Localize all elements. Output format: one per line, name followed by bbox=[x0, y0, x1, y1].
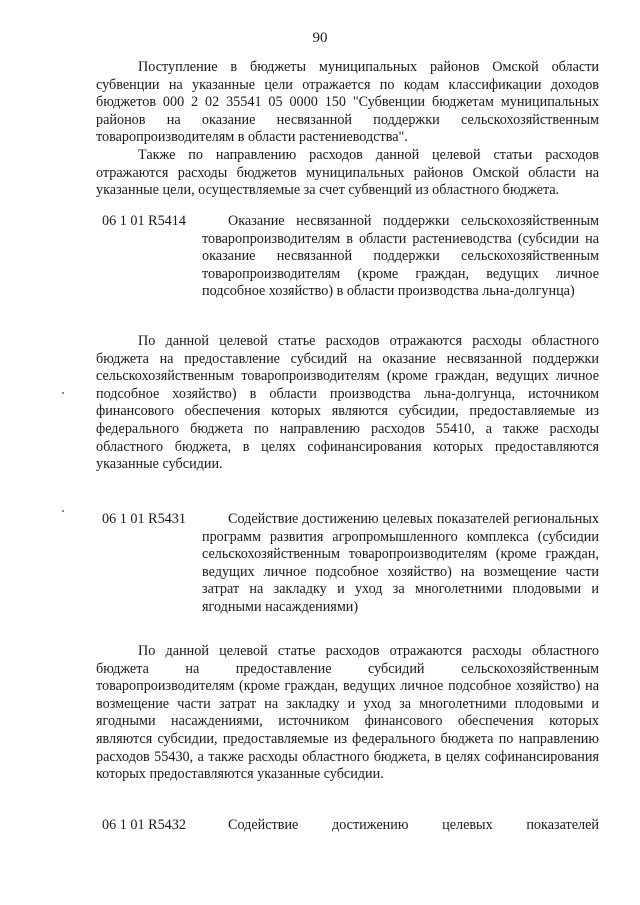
budget-code: 06 1 01 R5414 bbox=[102, 213, 186, 229]
paragraph-orchard-subsidies: По данной целевой статье расходов отражаются расходы областного бюджета на предоставление субсидий сельскохозяйственным товаропроизводителям (кроме граждан, ведущих личное подсобное хозяйство) на возмещение части затрат на закладку и уход за многолетними плодовыми и ягодными насаждениями, источником финансового обеспечения которых являются субсидии, предоставляемые из федерального бюджета по направлению расходов 55430, а также расходы областного бюджета, в целях софинансирования которых предоставляются указанные субсидии. bbox=[96, 643, 599, 783]
budget-code: 06 1 01 R5431 bbox=[102, 511, 186, 527]
budget-description: Содействие достижению целевых показателей bbox=[228, 817, 599, 833]
paragraph-flax-subsidies: По данной целевой статье расходов отражаются расходы областного бюджета на предоставление субсидий на оказание несвязанной поддержки сельскохозяйственным товаропроизводителям (кроме граждан, ведущих личное подсобное хозяйство) в области производства льна-долгунца, источником финансового обеспечения которых являются субсидии, предоставляемые из федерального бюджета по направлению расходов 55410, а также расходы областного бюджета, в целях софинансирования которых предоставляются указанные субсидии. bbox=[96, 333, 599, 473]
paragraph-revenue-receipt: Поступление в бюджеты муниципальных районов Омской области субвенции на указанные цели отражается по кодам классификации доходов бюджетов 000 2 02 35541 05 0000 150 "Субвенции бюджетам муниципальных районов на оказание несвязанной поддержки сельскохозяйственным товаропроизводителям в области растениеводства". bbox=[96, 59, 599, 146]
paragraph-municipal-expenses: Также по направлению расходов данной целевой статьи расходов отражаются расходы бюджетов муниципальных районов Омской области на указанные цели, осуществляемые за счет субвенций из областного бюджета. bbox=[96, 147, 599, 199]
budget-description: Содействие достижению целевых показателей региональных программ развития агропромышленного комплекса (субсидии сельскохозяйственным товаропроизводителям (кроме граждан, ведущих личное подсобное хозяйство) на возмещение части затрат на закладку и уход за многолетними плодовыми и ягодными насаждениями) bbox=[202, 511, 599, 615]
scan-speck bbox=[62, 510, 64, 512]
page-number: 90 bbox=[312, 30, 328, 46]
budget-code: 06 1 01 R5432 bbox=[102, 817, 186, 833]
budget-description: Оказание несвязанной поддержки сельскохозяйственным товаропроизводителям в области растениеводства (субсидии на оказание несвязанной поддержки сельскохозяйственным товаропроизводителям (кроме граждан, ведущих личное подсобное хозяйство) в области производства льна-долгунца) bbox=[202, 213, 599, 300]
scan-speck bbox=[62, 392, 64, 394]
